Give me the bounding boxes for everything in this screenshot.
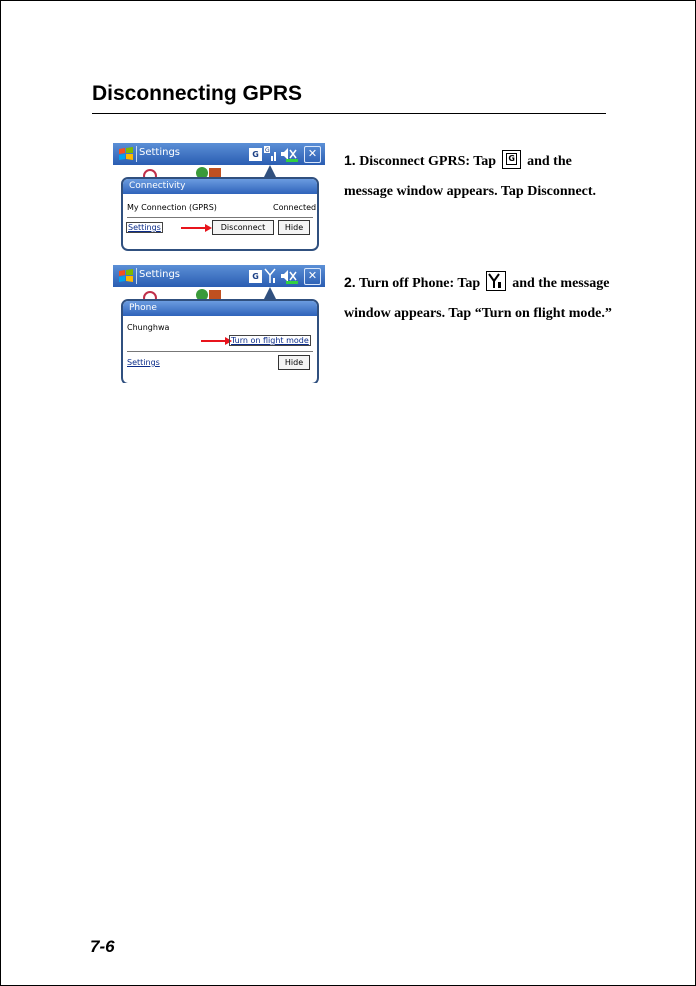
connection-status: Connected	[273, 203, 317, 212]
popup-title: Connectivity	[123, 179, 317, 194]
gprs-icon-letter: G	[506, 153, 517, 165]
volume-muted-icon[interactable]	[280, 146, 300, 162]
windows-start-icon[interactable]	[118, 146, 135, 162]
close-icon[interactable]: ✕	[304, 268, 321, 285]
operator-name: Chunghwa	[127, 323, 170, 332]
windows-start-icon[interactable]	[118, 268, 135, 284]
screenshot-gprs-connectivity	[113, 143, 325, 261]
heading-underline	[92, 113, 606, 114]
gprs-icon[interactable]: G	[249, 270, 262, 283]
title-separator	[136, 268, 137, 284]
window-title: Settings	[139, 147, 181, 158]
screenshot-phone-flight-mode	[113, 265, 325, 383]
step-number: 2.	[344, 274, 356, 290]
popup-divider	[127, 351, 313, 352]
step-1	[344, 145, 612, 207]
settings-link[interactable]: Settings	[128, 223, 161, 232]
step-emphasis: “Turn on flight mode.”	[474, 306, 612, 321]
signal-strength-icon[interactable]	[264, 146, 278, 162]
page-number: 7-6	[90, 937, 115, 956]
phone-antenna-icon	[486, 271, 506, 291]
red-arrow-icon	[181, 223, 213, 233]
title-bar	[113, 265, 325, 287]
window-title: Settings	[139, 269, 181, 280]
phone-popup	[121, 299, 319, 383]
title-separator	[136, 146, 137, 162]
title-bar	[113, 143, 325, 165]
hide-button[interactable]: Hide	[278, 355, 310, 370]
section-heading: Disconnecting GPRS	[92, 82, 303, 105]
hide-button[interactable]: Hide	[278, 220, 310, 235]
step-emphasis: Disconnect.	[527, 184, 597, 199]
step-text: Turn off Phone: Tap	[358, 276, 481, 291]
volume-muted-icon[interactable]	[280, 268, 300, 284]
svg-text:G: G	[265, 147, 270, 154]
connection-name: My Connection (GPRS)	[127, 203, 217, 212]
settings-link[interactable]: Settings	[127, 358, 160, 367]
gprs-icon	[502, 150, 521, 169]
step-text: and the message window appears. Tap	[344, 276, 610, 321]
popup-divider	[127, 217, 313, 218]
phone-antenna-icon[interactable]	[264, 268, 278, 284]
disconnect-button[interactable]: Disconnect	[212, 220, 274, 235]
popup-title: Phone	[123, 301, 317, 316]
step-text: and the message window appears. Tap	[344, 154, 572, 199]
step-2	[344, 267, 612, 329]
step-number: 1.	[344, 152, 356, 168]
gprs-icon[interactable]: G	[249, 148, 262, 161]
close-icon[interactable]: ✕	[304, 146, 321, 163]
connectivity-popup	[121, 177, 319, 251]
step-text: Disconnect GPRS: Tap	[359, 154, 497, 169]
flight-mode-link[interactable]: Turn on flight mode	[231, 336, 309, 345]
